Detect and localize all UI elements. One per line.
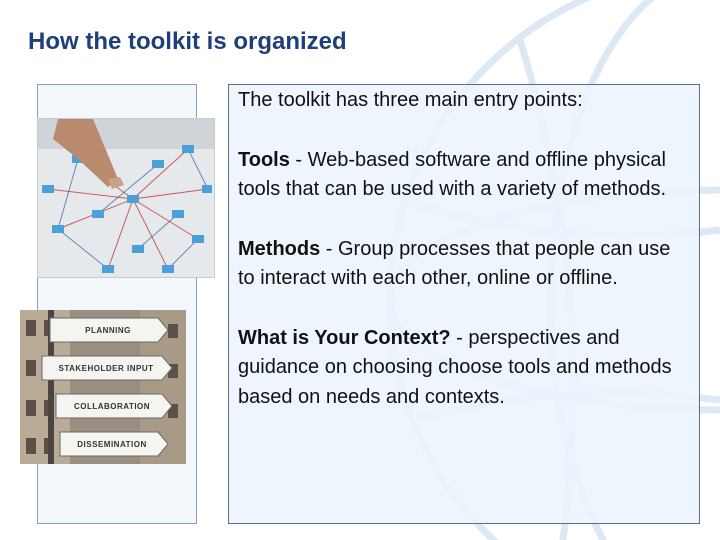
sign-collaboration: COLLABORATION [73, 402, 151, 411]
entry-tools [238, 146, 690, 205]
slide-title: How the toolkit is organized [28, 28, 347, 55]
network-map-photo [37, 118, 215, 278]
sign-dissemination: DISSEMINATION [77, 440, 147, 449]
sign-planning: PLANNING [85, 326, 131, 335]
entry-context [238, 324, 690, 413]
signpost-photo [20, 310, 186, 464]
entry-description: - Group processes that people can use to interact with each other, online or offline. [238, 237, 671, 289]
entry-term: Tools [238, 148, 290, 171]
entry-term: What is Your Context? [238, 326, 451, 349]
entry-term: Methods [238, 237, 321, 260]
content-text [238, 86, 690, 412]
intro-text: The toolkit has three main entry points: [238, 89, 583, 111]
entry-description: - perspectives and guidance on choosing choose tools and methods based on needs and contexts. [238, 326, 672, 408]
sign-stakeholder-input: STAKEHOLDER INPUT [58, 364, 154, 373]
entry-methods [238, 235, 690, 294]
entry-description: - Web-based software and offline physical tools that can be used with a variety of methods. [238, 148, 667, 200]
